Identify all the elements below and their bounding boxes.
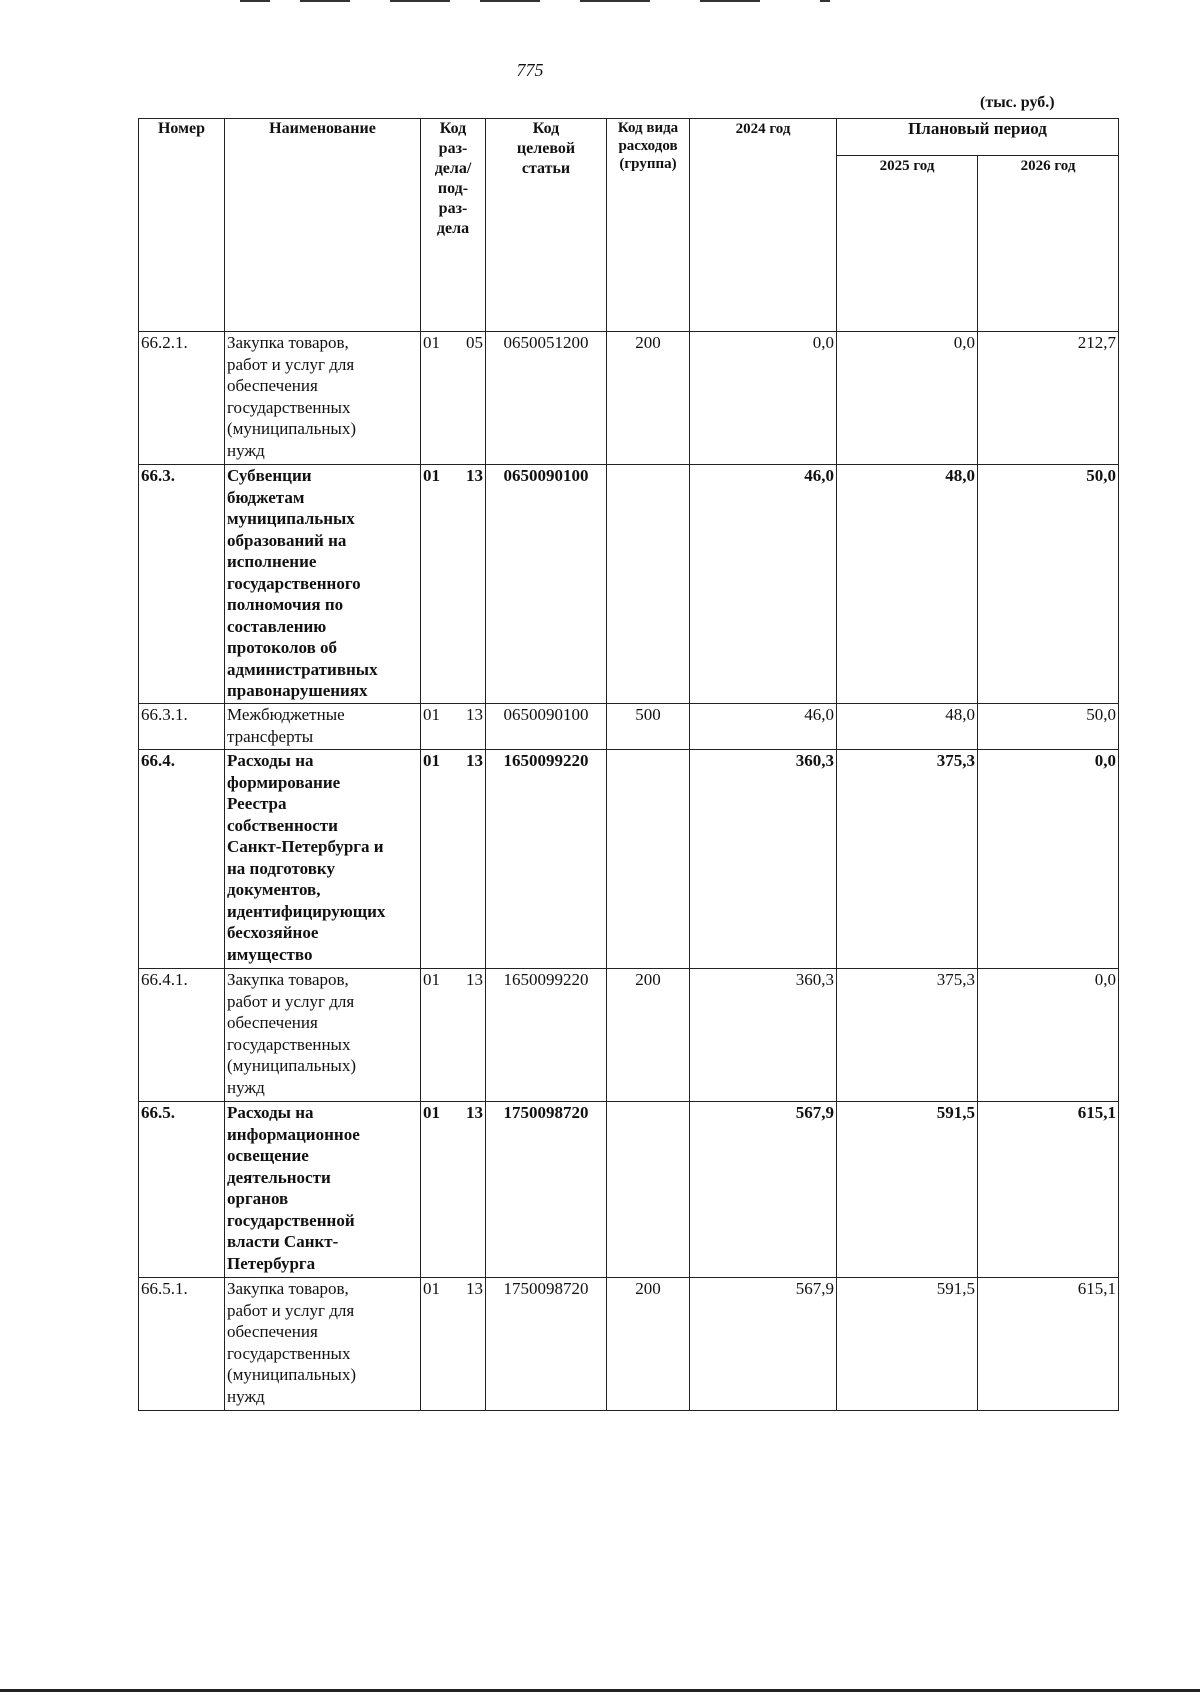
row-value-2025: 375,3: [837, 750, 978, 969]
row-name-line: деятельности: [227, 1167, 331, 1187]
row-name: [225, 1278, 421, 1411]
row-name: [225, 465, 421, 704]
row-value-2025: 591,5: [837, 1278, 978, 1411]
row-section-code: [421, 332, 486, 465]
row-target-code: 0650090100: [486, 704, 607, 750]
row-expense-type: 200: [607, 332, 690, 465]
table-row: [139, 1102, 1119, 1278]
row-name-line: государственных: [227, 1343, 351, 1363]
row-target-code: 1750098720: [486, 1102, 607, 1278]
row-name: [225, 704, 421, 750]
row-name-line: административных: [227, 659, 378, 679]
section-code: 01: [423, 1279, 440, 1298]
row-name-line: власти Санкт-: [227, 1232, 339, 1251]
table-body: [139, 332, 1119, 1411]
table-row: [139, 332, 1119, 465]
row-name-line: нужд: [227, 1077, 265, 1097]
row-name-line: Петербурга: [227, 1253, 316, 1273]
table-row: [139, 704, 1119, 750]
subsection-code: 13: [466, 1279, 483, 1298]
header-year-2026: 2026 год: [978, 156, 1119, 332]
section-code: 01: [423, 751, 440, 770]
row-expense-type: [607, 750, 690, 969]
row-name-line: органов: [227, 1189, 289, 1208]
subsection-code: 13: [466, 751, 483, 770]
row-name: [225, 1102, 421, 1278]
row-value-2024: 46,0: [690, 704, 837, 750]
row-name-line: Закупка товаров,: [227, 1279, 349, 1298]
row-expense-type: 200: [607, 969, 690, 1102]
row-value-2026: 212,7: [978, 332, 1119, 465]
row-number: 66.4.: [139, 750, 225, 969]
row-value-2025: 375,3: [837, 969, 978, 1102]
table-row: [139, 1278, 1119, 1411]
section-code: 01: [423, 466, 440, 485]
subsection-code: 05: [466, 333, 483, 352]
row-section-code: [421, 704, 486, 750]
row-expense-type: [607, 1102, 690, 1278]
header-expense-type: Код вида расходов (группа): [607, 119, 690, 332]
row-value-2024: 360,3: [690, 750, 837, 969]
row-name-line: нужд: [227, 440, 265, 460]
row-expense-type: 200: [607, 1278, 690, 1411]
row-target-code: 1650099220: [486, 969, 607, 1102]
header-target-code: Код целевой статьи: [486, 119, 607, 332]
row-name-line: государственных: [227, 1034, 351, 1054]
row-expense-type: [607, 465, 690, 704]
header-number: Номер: [139, 119, 225, 332]
page-number: 775: [516, 60, 544, 80]
row-number: 66.2.1.: [139, 332, 225, 465]
subsection-code: 13: [466, 1103, 483, 1122]
row-name: [225, 750, 421, 969]
row-name-line: обеспечения: [227, 1013, 318, 1032]
row-name-line: муниципальных: [227, 509, 355, 528]
table-row: [139, 969, 1119, 1102]
row-section-code: [421, 1278, 486, 1411]
row-section-code: [421, 750, 486, 969]
row-name-line: Расходы на: [227, 751, 314, 770]
row-name-line: нужд: [227, 1386, 265, 1406]
row-number: 66.3.: [139, 465, 225, 704]
row-value-2024: 360,3: [690, 969, 837, 1102]
row-name-line: Реестра: [227, 794, 287, 813]
header-year-2024: 2024 год: [690, 119, 837, 332]
row-value-2025: 591,5: [837, 1102, 978, 1278]
row-expense-type: 500: [607, 704, 690, 750]
row-name-line: бюджетам: [227, 487, 305, 507]
row-name-line: освещение: [227, 1146, 309, 1165]
row-value-2026: 0,0: [978, 969, 1119, 1102]
row-target-code: 1750098720: [486, 1278, 607, 1411]
row-name-line: работ и услуг для: [227, 354, 355, 374]
row-value-2024: 0,0: [690, 332, 837, 465]
row-name-line: составлению: [227, 616, 327, 636]
row-name-line: Санкт-Петербурга и: [227, 837, 384, 856]
row-section-code: [421, 465, 486, 704]
row-name-line: Расходы на: [227, 1103, 314, 1122]
header-planned-period: Плановый период: [837, 119, 1119, 156]
row-value-2026: 615,1: [978, 1102, 1119, 1278]
row-number: 66.5.1.: [139, 1278, 225, 1411]
row-name-line: полномочия по: [227, 595, 344, 614]
units-label: (тыс. руб.): [980, 94, 1055, 111]
row-name-line: Закупка товаров,: [227, 333, 349, 352]
row-name-line: исполнение: [227, 552, 317, 571]
row-name-line: государственных: [227, 397, 351, 417]
row-value-2024: 46,0: [690, 465, 837, 704]
row-name-line: работ и услуг для: [227, 1300, 355, 1320]
row-number: 66.5.: [139, 1102, 225, 1278]
row-name-line: обеспечения: [227, 376, 318, 395]
row-value-2024: 567,9: [690, 1278, 837, 1411]
row-number: 66.4.1.: [139, 969, 225, 1102]
row-name-line: Субвенции: [227, 466, 312, 485]
row-name-line: государственной: [227, 1210, 355, 1230]
row-value-2025: 0,0: [837, 332, 978, 465]
row-number: 66.3.1.: [139, 704, 225, 750]
header-section-code: [421, 119, 486, 332]
table-row: [139, 465, 1119, 704]
row-target-code: 1650099220: [486, 750, 607, 969]
scan-artifact-bottom: [0, 1689, 1200, 1692]
subsection-code: 13: [466, 970, 483, 989]
row-value-2024: 567,9: [690, 1102, 837, 1278]
row-name-line: бесхозяйное: [227, 923, 319, 942]
row-name-line: имущество: [227, 944, 313, 964]
scan-artifact-top: [240, 0, 860, 4]
row-name-line: документов,: [227, 880, 321, 899]
row-name-line: идентифицирующих: [227, 901, 386, 921]
row-name-line: (муниципальных): [227, 1056, 357, 1075]
row-name-line: (муниципальных): [227, 419, 357, 438]
row-value-2026: 0,0: [978, 750, 1119, 969]
row-name-line: работ и услуг для: [227, 991, 355, 1011]
budget-table: [138, 118, 1119, 1411]
row-name-line: государственного: [227, 573, 361, 593]
row-section-code: [421, 969, 486, 1102]
row-name-line: образований на: [227, 530, 347, 550]
row-name-line: Закупка товаров,: [227, 970, 349, 989]
section-code: 01: [423, 1103, 440, 1122]
row-value-2025: 48,0: [837, 465, 978, 704]
row-name-line: на подготовку: [227, 858, 335, 878]
row-value-2026: 615,1: [978, 1278, 1119, 1411]
row-section-code: [421, 1102, 486, 1278]
row-name: [225, 332, 421, 465]
row-name-line: правонарушениях: [227, 681, 368, 700]
row-target-code: 0650090100: [486, 465, 607, 704]
header-year-2025: 2025 год: [837, 156, 978, 332]
row-name-line: Межбюджетные: [227, 705, 345, 724]
row-name-line: формирование: [227, 772, 341, 792]
row-name-line: обеспечения: [227, 1322, 318, 1341]
row-name-line: протоколов об: [227, 638, 338, 657]
section-code: 01: [423, 333, 440, 352]
subsection-code: 13: [466, 705, 483, 724]
row-name-line: трансферты: [227, 726, 314, 746]
header-section-code-lines: Код раз- дела/ под- раз- дела: [434, 120, 472, 237]
row-value-2026: 50,0: [978, 704, 1119, 750]
subsection-code: 13: [466, 466, 483, 485]
row-name-line: информационное: [227, 1124, 360, 1144]
section-code: 01: [423, 705, 440, 724]
section-code: 01: [423, 970, 440, 989]
row-target-code: 0650051200: [486, 332, 607, 465]
row-value-2026: 50,0: [978, 465, 1119, 704]
row-name-line: собственности: [227, 815, 338, 835]
row-value-2025: 48,0: [837, 704, 978, 750]
row-name-line: (муниципальных): [227, 1365, 357, 1384]
row-name: [225, 969, 421, 1102]
table-row: [139, 750, 1119, 969]
header-name: Наименование: [225, 119, 421, 332]
